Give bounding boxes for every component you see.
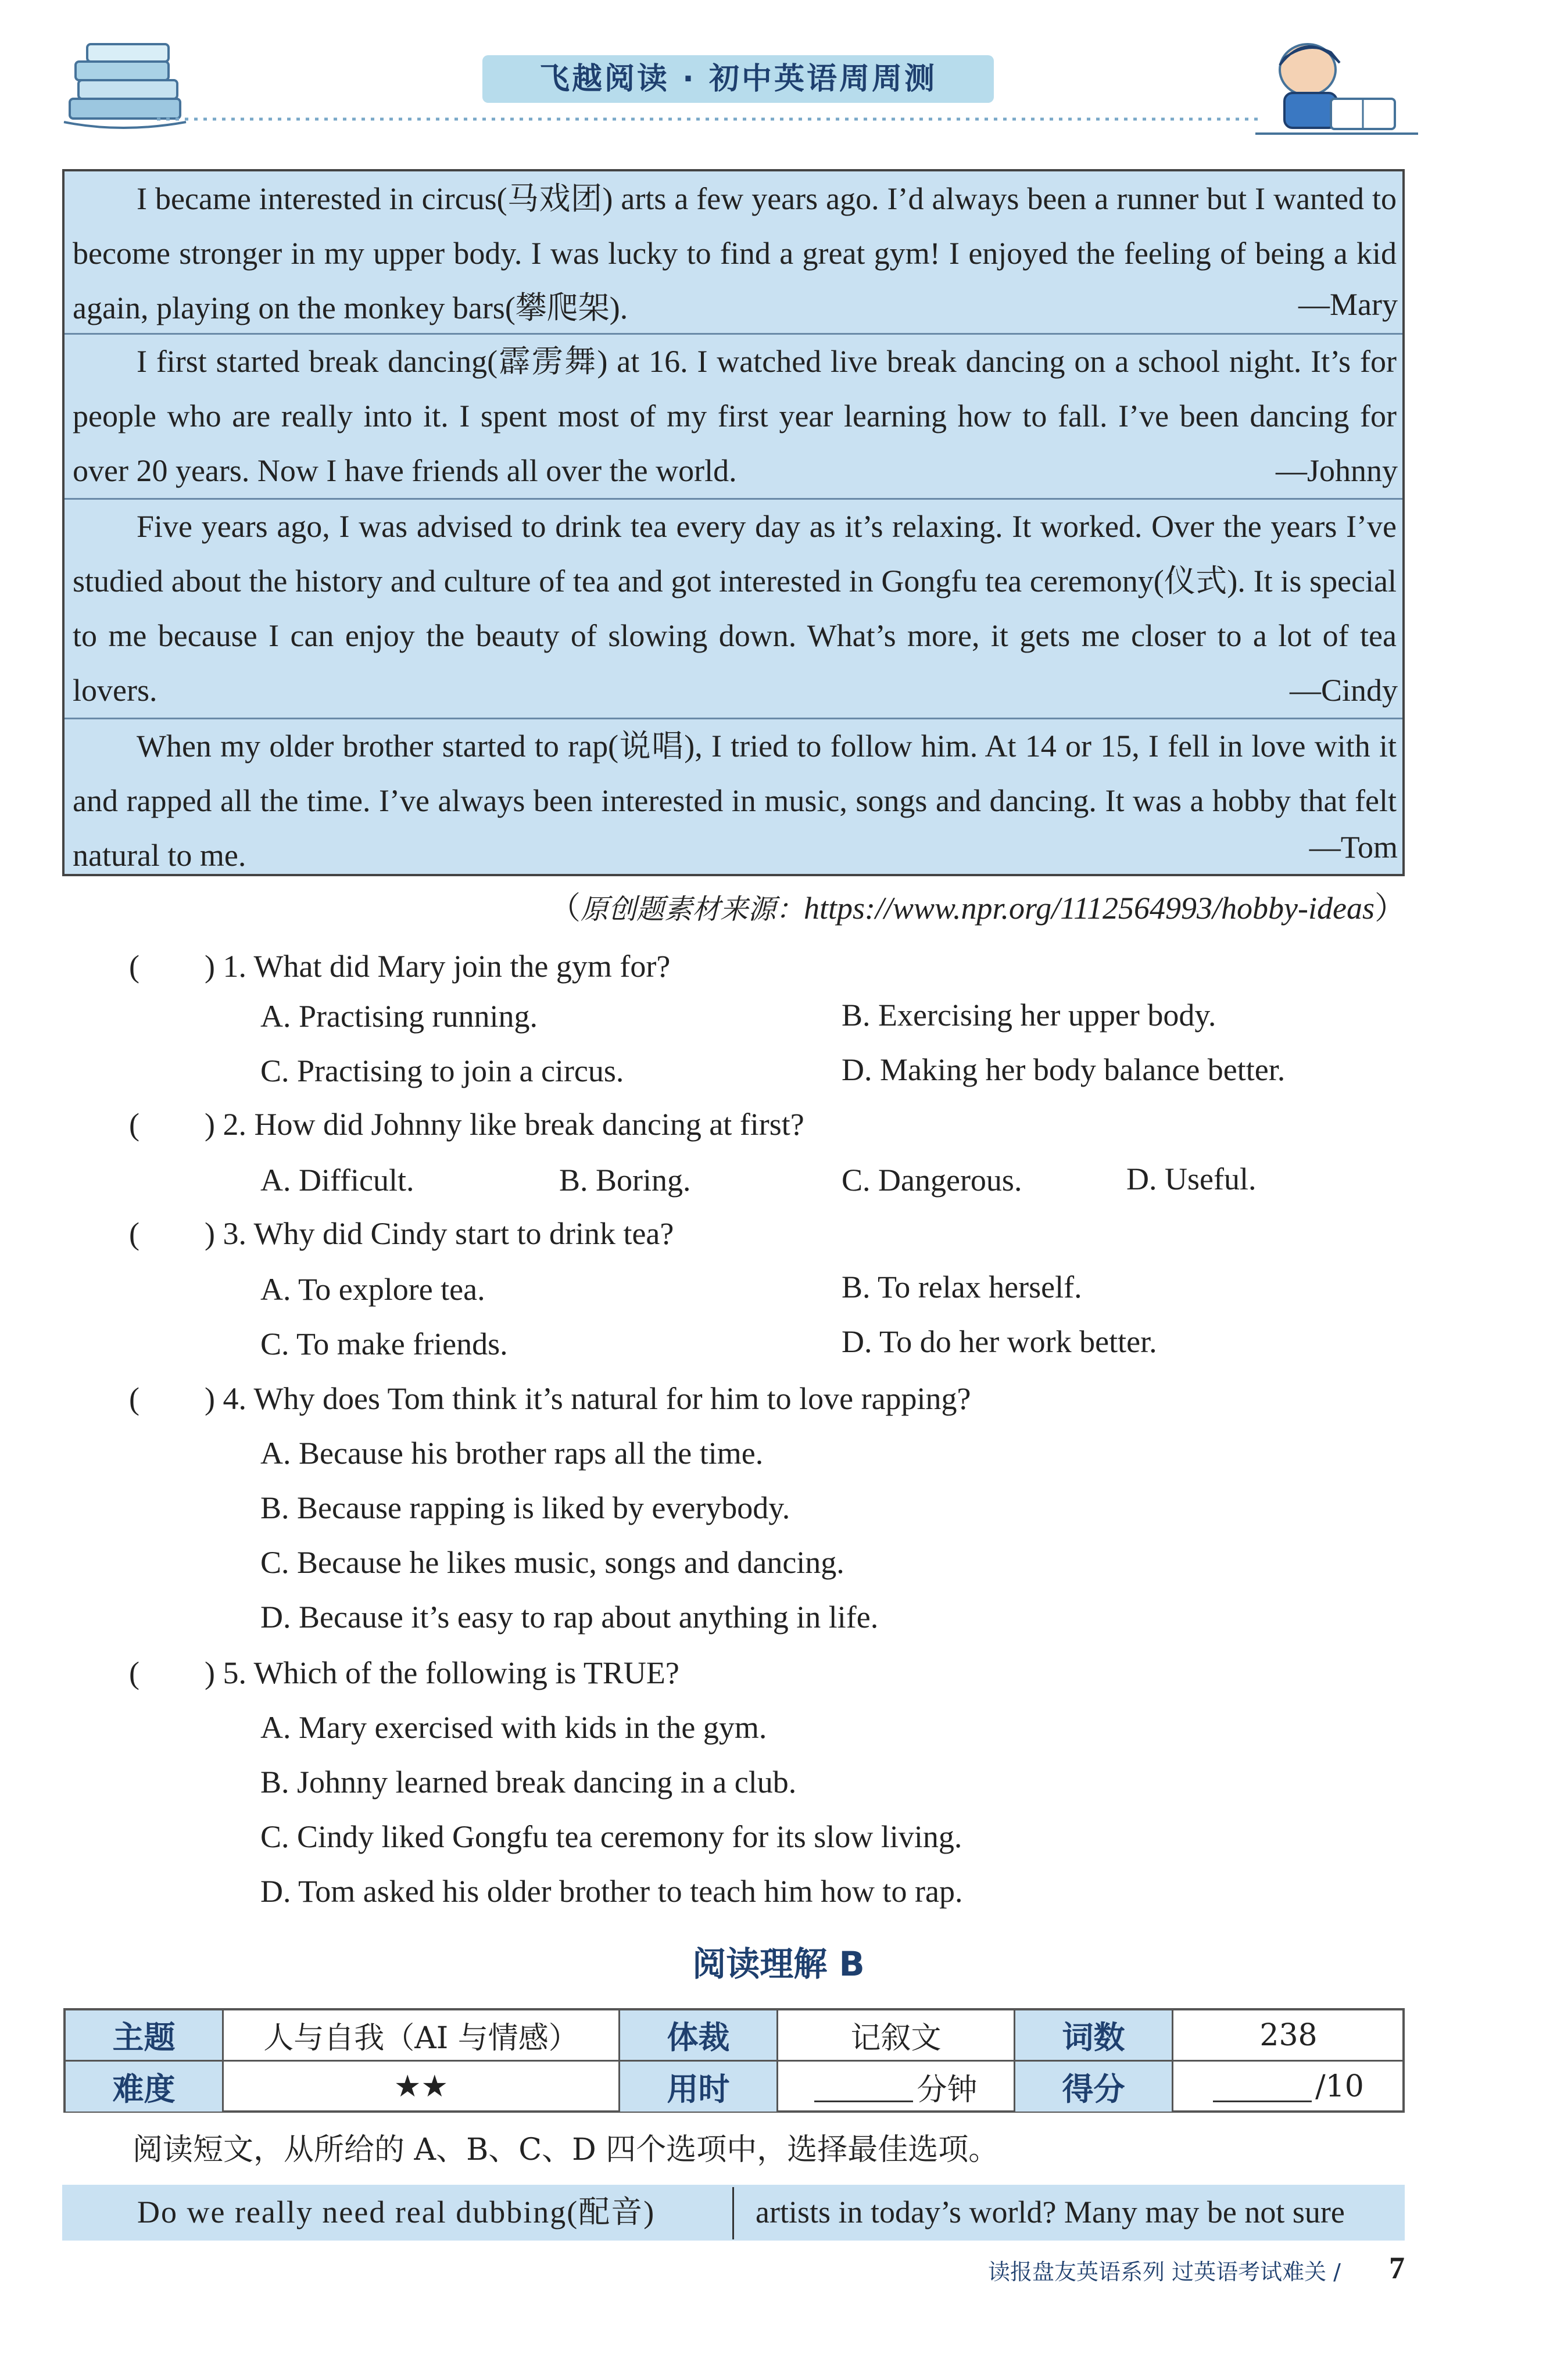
option-c: C. Dangerous.: [842, 1163, 1022, 1198]
passage-text: When my older brother started to rap(说唱), I tried to follow him. At 14 or 15, I fell in love with it and rapped all the time. I’ve always been interested in music, songs and dancing. It was a hobby that felt natural to me.: [73, 729, 1397, 873]
difficulty-stars: ★★: [224, 2062, 620, 2112]
passage-b-text-left: Do we really need real dubbing(配音): [137, 2195, 656, 2230]
question-3: [129, 1213, 674, 1254]
section-b-title: 阅读理解 B: [692, 1944, 865, 1984]
passage-text: Five years ago, I was advised to drink tea every day as it’s relaxing. It worked. Over the years I’ve studied about the history and culture of tea and got interested in Gongfu tea ceremony(仪式). It is special to me because I can enjoy the beauty of slowing down. What’s more, it gets me closer to a lot of tea lovers.: [73, 509, 1397, 708]
column-separator: [732, 2187, 734, 2239]
question-stem: ) 3. Why did Cindy start to drink tea?: [205, 1216, 674, 1251]
word-count-value: 238: [1173, 2010, 1404, 2062]
source-citation: [549, 888, 1406, 930]
source-url: https://www.npr.org/1112564993/hobby-ideas: [803, 891, 1375, 926]
instruction: 阅读短文，从所给的 A、B、C、D 四个选项中，选择最佳选项。: [133, 2132, 999, 2167]
passage-author: —Johnny: [1275, 453, 1398, 488]
info-table: [63, 2008, 1405, 2113]
source-open: （: [549, 891, 581, 926]
answer-blank[interactable]: (: [129, 1381, 139, 1416]
option-d: D. Because it’s easy to rap about anything in life.: [260, 1600, 879, 1635]
passage-text: I first started break dancing(霹雳舞) at 16. I watched live break dancing on a school night. It’s for people who are really into it. I spent most of my first year learning how to fall. I’ve been dancing for over 20 years. Now I have friends all over the world.: [73, 344, 1397, 488]
header-dotted-rule: [157, 115, 1261, 123]
question-5: [129, 1653, 679, 1693]
option-a: A. Practising running.: [260, 999, 538, 1034]
time-blank[interactable]: [814, 2071, 913, 2102]
genre-label: 体裁: [620, 2010, 778, 2062]
word-count-label: 词数: [1015, 2010, 1173, 2062]
option-c: C. Because he likes music, songs and dancing.: [260, 1545, 844, 1580]
option-b: B. Because rapping is liked by everybody.: [260, 1490, 790, 1525]
question-stem: ) 4. Why does Tom think it’s natural for him to love rapping?: [205, 1381, 971, 1416]
answer-blank[interactable]: (: [129, 949, 139, 984]
option-a: A. Difficult.: [260, 1163, 414, 1198]
passage-b-text-right: artists in today’s world? Many may be not sure: [756, 2195, 1345, 2230]
option-b: B. Exercising her upper body.: [842, 998, 1216, 1033]
option-d: D. Tom asked his older brother to teach him how to rap.: [260, 1874, 963, 1909]
time-unit: 分钟: [917, 2072, 978, 2107]
source-label: 原创题素材来源：: [580, 893, 804, 926]
footer-series: 读报盘友英语系列 过英语考试难关 /: [988, 2259, 1341, 2285]
option-b: B. Boring.: [559, 1163, 691, 1198]
passage-author: —Cindy: [1289, 673, 1398, 708]
theme-value: 人与自我（AI 与情感）: [224, 2010, 620, 2062]
score-total: /10: [1315, 2069, 1364, 2104]
time-field[interactable]: [778, 2062, 1015, 2112]
passage-section-johnny: [65, 334, 1402, 498]
source-close: ）: [1375, 891, 1406, 926]
score-field[interactable]: [1173, 2062, 1404, 2112]
time-label: 用时: [620, 2062, 778, 2112]
page-number: 7: [1389, 2250, 1405, 2285]
option-d: D. Making her body balance better.: [842, 1052, 1286, 1087]
option-a: A. To explore tea.: [260, 1272, 485, 1307]
passage-author: —Mary: [1298, 287, 1398, 322]
question-4: [129, 1378, 971, 1419]
option-a: A. Mary exercised with kids in the gym.: [260, 1710, 767, 1745]
score-label: 得分: [1015, 2062, 1173, 2112]
option-d: D. Useful.: [1126, 1162, 1257, 1196]
option-d: D. To do her work better.: [842, 1324, 1157, 1359]
question-stem: ) 1. What did Mary join the gym for?: [205, 949, 671, 984]
question-stem: ) 5. Which of the following is TRUE?: [205, 1655, 679, 1690]
option-b: B. Johnny learned break dancing in a club.: [260, 1765, 797, 1800]
question-2: [129, 1104, 804, 1145]
answer-blank[interactable]: (: [129, 1655, 139, 1690]
passage-box: [62, 169, 1405, 876]
score-blank[interactable]: [1213, 2071, 1312, 2102]
option-c: C. Practising to join a circus.: [260, 1053, 624, 1088]
passage-section-mary: [65, 171, 1402, 332]
difficulty-label: 难度: [66, 2062, 224, 2112]
option-a: A. Because his brother raps all the time.: [260, 1436, 764, 1471]
answer-blank[interactable]: (: [129, 1216, 139, 1251]
answer-blank[interactable]: (: [129, 1107, 139, 1142]
genre-value: 记叙文: [778, 2010, 1015, 2062]
question-1: [129, 946, 670, 987]
option-c: C. Cindy liked Gongfu tea ceremony for its slow living.: [260, 1819, 962, 1854]
passage-text: I became interested in circus(马戏团) arts a few years ago. I’d always been a runner but I wanted to become stronger in my upper body. I was lucky to find a great gym! I enjoyed the feeling of being a kid again, playing on the monkey bars(攀爬架).: [73, 181, 1397, 325]
passage-section-cindy: [65, 499, 1402, 718]
header-title: 飞越阅读 · 初中英语周周测: [482, 55, 994, 103]
passage-section-tom: [65, 719, 1402, 874]
passage-author: —Tom: [1309, 830, 1398, 865]
question-stem: ) 2. How did Johnny like break dancing at first?: [205, 1107, 804, 1142]
theme-label: 主题: [66, 2010, 224, 2062]
reading-boy-illustration: [1244, 35, 1430, 139]
option-b: B. To relax herself.: [842, 1270, 1082, 1304]
option-c: C. To make friends.: [260, 1327, 508, 1361]
